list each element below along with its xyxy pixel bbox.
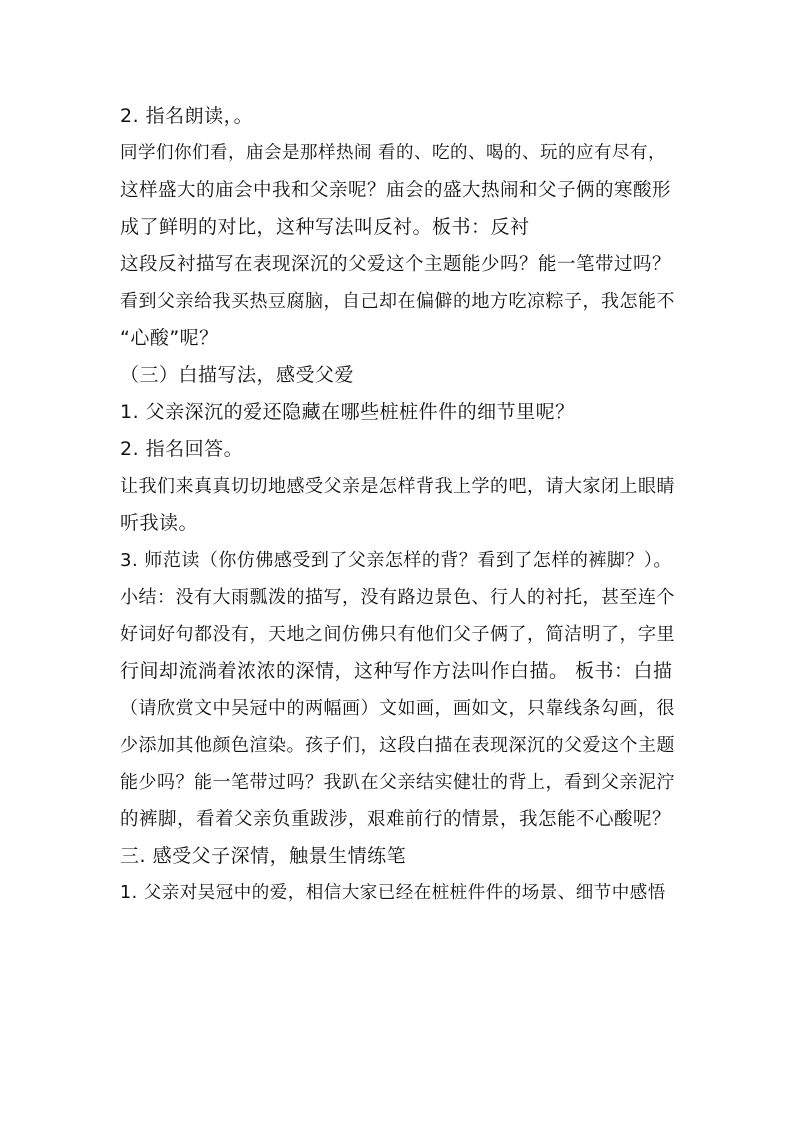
paragraph-line: 能少吗？能一笔带过吗？我趴在父亲结实健壮的背上，看到父亲泥泞 [120,772,675,793]
paragraph-line: 同学们你们看，庙会是那样热闹 看的、吃的、喝的、玩的应有尽有， [120,143,667,163]
paragraph-line: （请欣赏文中吴冠中的两幅画）文如画，画如文，只靠线条勾画，很 [120,698,675,719]
paragraph-line: 这样盛大的庙会中我和父亲呢？庙会的盛大热闹和父子俩的寒酸形 [120,180,672,201]
paragraph-line: 成了鲜明的对比，这种写法叫反衬。板书：反衬 [120,216,530,238]
paragraph-line: 听我读。 [120,512,199,534]
numbered-item: 1. 父亲深沉的爱还隐藏在哪些桩桩件件的细节里呢？ [120,401,575,423]
paragraph-line: 好词好句都没有，天地之间仿佛只有他们父子俩了，简洁明了，字里 [120,624,675,645]
paragraph-line: 的裤脚，看着父亲负重跋涉，艰难前行的情景，我怎能不心酸呢？ [120,809,672,830]
paragraph-line: 小结：没有大雨瓢泼的描写，没有路边景色、行人的衬托，甚至连个 [120,587,675,608]
numbered-item: 2. 指名回答。 [120,438,244,460]
numbered-item: 3. 师范读（你仿佛感受到了父亲怎样的背？看到了怎样的裤脚？）。 [120,550,672,571]
section-heading: （三）白描写法，感受父爱 [120,364,355,386]
paragraph-line: 让我们来真真切切地感受父亲是怎样背我上学的吧，请大家闭上眼睛 [120,476,675,497]
line-reading-instruction: 2. 指名朗读，。 [120,105,254,127]
paragraph-line: 看到父亲给我买热豆腐脑，自己却在偏僻的地方吃凉粽子，我怎能不 [120,291,675,312]
document-body [120,98,676,912]
paragraph-line: 行间却流淌着浓浓的深情，这种写作方法叫作白描。 板书：白描 [120,660,673,682]
section-heading: 三. 感受父子深情，触景生情练笔 [120,845,407,867]
paragraph-line: “心酸”呢？ [120,327,219,349]
paragraph-line: 这段反衬描写在表现深沉的父爱这个主题能少吗？能一笔带过吗？ [120,254,672,275]
paragraph-line: 少添加其他颜色渲染。孩子们，这段白描在表现深沉的父爱这个主题 [120,735,675,756]
numbered-item: 1. 父亲对吴冠中的爱，相信大家已经在桩桩件件的场景、细节中感悟 [120,883,666,903]
